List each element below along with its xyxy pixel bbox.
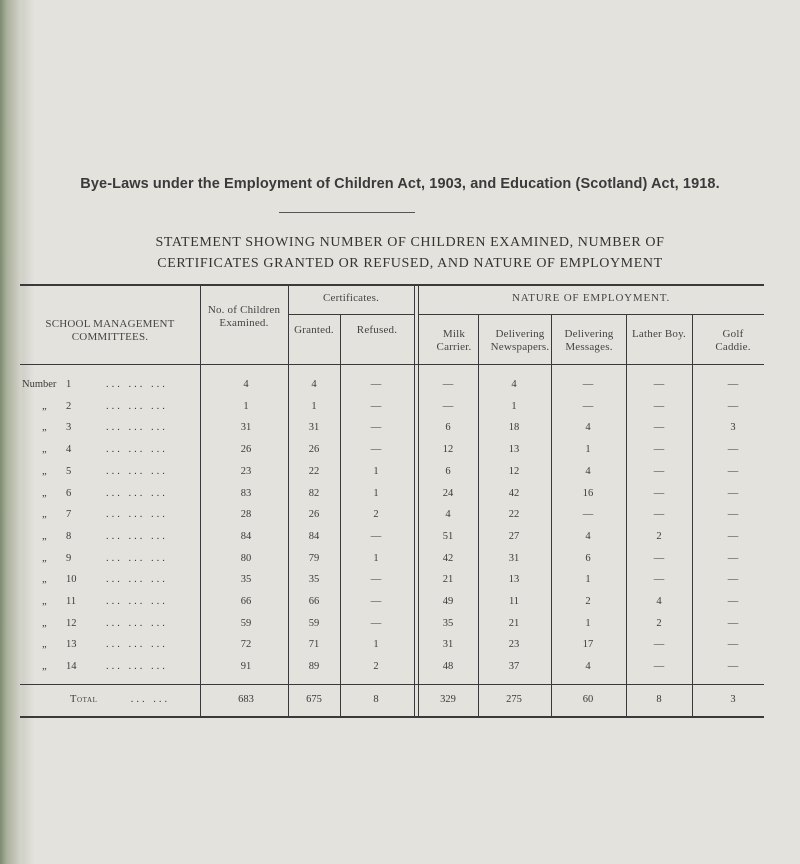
- cell-examined: 80: [240, 552, 252, 564]
- total-milk: 329: [440, 694, 456, 705]
- total-golf: 3: [730, 694, 736, 705]
- row-number: 7: [66, 509, 72, 521]
- cell-examined: 35: [240, 574, 252, 586]
- cell-granted: 59: [308, 617, 320, 629]
- employment-table: [20, 284, 764, 718]
- row-number: 4: [66, 444, 72, 456]
- row-dots: ... ... ...: [106, 639, 168, 651]
- cell-examined: 66: [240, 596, 252, 607]
- row-label: [20, 618, 168, 629]
- total-refused: 8: [373, 694, 379, 705]
- row-dots: ... ... ...: [106, 552, 168, 564]
- cell-milk: —: [442, 400, 454, 412]
- cell-milk: 35: [442, 617, 454, 629]
- header-milk-carrier: Milk Carrier.: [436, 328, 472, 353]
- cell-lather: 2: [656, 530, 662, 542]
- row-label: [20, 531, 168, 542]
- cell-examined: 83: [240, 487, 252, 499]
- row-prefix: „: [42, 465, 47, 477]
- row-label: [20, 509, 168, 520]
- row-number: 6: [66, 487, 72, 499]
- cell-refused: —: [370, 400, 382, 412]
- cell-granted: 79: [308, 552, 320, 564]
- row-prefix: „: [42, 487, 47, 499]
- cell-refused: —: [370, 530, 382, 542]
- cell-golf: —: [727, 574, 739, 586]
- cell-lather: —: [653, 574, 665, 586]
- page-edge-shadow: [0, 0, 22, 864]
- cell-lather: —: [653, 400, 665, 412]
- cell-examined: 23: [240, 465, 252, 477]
- cell-golf: —: [727, 617, 739, 629]
- row-number: 9: [66, 552, 72, 564]
- cell-granted: 22: [308, 465, 320, 477]
- header-delivering-newspapers: Delivering Newspapers.: [490, 328, 550, 353]
- cell-granted: 84: [308, 530, 320, 542]
- header-refused: Refused.: [356, 324, 398, 336]
- row-number: 3: [66, 422, 72, 434]
- cell-news: 12: [508, 465, 520, 477]
- cell-milk: 49: [442, 596, 454, 607]
- col-rule: [414, 284, 415, 718]
- row-number: 13: [66, 639, 77, 651]
- cell-news: 21: [508, 617, 520, 629]
- row-label: [20, 444, 168, 455]
- row-prefix: „: [42, 661, 47, 673]
- cell-refused: —: [370, 574, 382, 586]
- row-label: [20, 596, 168, 607]
- total-messages: 60: [582, 694, 594, 705]
- cell-milk: 31: [442, 639, 454, 651]
- cell-msg: 4: [585, 422, 591, 434]
- cell-lather: —: [653, 639, 665, 651]
- nature-rule: [418, 314, 764, 315]
- cell-golf: —: [727, 444, 739, 456]
- cell-examined: 72: [240, 639, 252, 651]
- cell-golf: —: [727, 552, 739, 564]
- cell-news: 13: [508, 444, 520, 456]
- cell-msg: 4: [585, 661, 591, 673]
- cell-milk: —: [442, 379, 454, 390]
- row-dots: ... ... ...: [106, 596, 168, 607]
- row-dots: ... ... ...: [106, 444, 168, 456]
- cell-msg: —: [582, 509, 594, 521]
- row-number: 14: [66, 661, 77, 673]
- cell-granted: 26: [308, 444, 320, 456]
- cell-lather: —: [653, 422, 665, 434]
- cell-lather: 4: [656, 596, 662, 607]
- cell-refused: —: [370, 379, 382, 390]
- row-dots: ... ... ...: [106, 422, 168, 434]
- cell-refused: 2: [373, 661, 379, 673]
- cell-news: 13: [508, 574, 520, 586]
- cell-lather: —: [653, 444, 665, 456]
- row-label: [20, 574, 168, 585]
- row-prefix: „: [42, 422, 47, 434]
- row-number: 10: [66, 574, 77, 586]
- cell-golf: —: [727, 661, 739, 673]
- row-prefix: „: [42, 639, 47, 651]
- header-certificates: Certificates.: [322, 292, 380, 304]
- row-dots: ... ... ...: [106, 661, 168, 673]
- row-dots: ... ... ...: [106, 509, 168, 521]
- cell-lather: —: [653, 379, 665, 390]
- cell-msg: —: [582, 379, 594, 390]
- cell-refused: —: [370, 596, 382, 607]
- row-prefix: „: [42, 617, 47, 629]
- cell-lather: —: [653, 509, 665, 521]
- col-rule: [418, 284, 419, 718]
- cell-golf: —: [727, 596, 739, 607]
- cell-milk: 51: [442, 530, 454, 542]
- table-top-rule: [20, 284, 764, 286]
- col-rule: [478, 314, 479, 718]
- cell-refused: —: [370, 422, 382, 434]
- cell-golf: —: [727, 400, 739, 412]
- act-title: Bye-Laws under the Employment of Children Act, 1903, and Education (Scotland) Act, 1918.: [80, 176, 720, 192]
- row-prefix: „: [42, 574, 47, 586]
- cell-milk: 6: [445, 422, 451, 434]
- cell-milk: 21: [442, 574, 454, 586]
- row-dots: ... ... ...: [106, 487, 168, 499]
- cell-msg: 2: [585, 596, 591, 607]
- cell-refused: —: [370, 444, 382, 456]
- row-label: [20, 661, 168, 672]
- certificates-rule: [288, 314, 414, 315]
- row-label: [20, 553, 168, 564]
- cell-granted: 71: [308, 639, 320, 651]
- header-nature-of-employment: NATURE OF EMPLOYMENT.: [511, 292, 671, 304]
- statement-line-1: STATEMENT SHOWING NUMBER OF CHILDREN EXAMINED, NUMBER OF: [155, 235, 665, 250]
- total-label-text: Total: [70, 694, 98, 705]
- row-label: [20, 379, 168, 390]
- row-prefix: „: [42, 530, 47, 542]
- cell-examined: 1: [243, 400, 249, 412]
- row-label: [20, 422, 168, 433]
- cell-granted: 35: [308, 574, 320, 586]
- row-prefix: „: [42, 596, 47, 607]
- cell-refused: 1: [373, 465, 379, 477]
- total-newspapers: 275: [506, 694, 522, 705]
- cell-refused: —: [370, 617, 382, 629]
- cell-examined: 26: [240, 444, 252, 456]
- cell-granted: 1: [311, 400, 317, 412]
- cell-news: 37: [508, 661, 520, 673]
- row-dots: ... ... ...: [106, 465, 168, 477]
- cell-milk: 24: [442, 487, 454, 499]
- title-divider: [279, 212, 415, 213]
- cell-msg: 4: [585, 465, 591, 477]
- cell-examined: 59: [240, 617, 252, 629]
- cell-news: 31: [508, 552, 520, 564]
- cell-golf: —: [727, 487, 739, 499]
- col-rule: [288, 284, 289, 718]
- cell-golf: —: [727, 379, 739, 390]
- row-number: 5: [66, 465, 72, 477]
- cell-news: 42: [508, 487, 520, 499]
- col-rule: [626, 314, 627, 718]
- cell-news: 4: [511, 379, 517, 390]
- row-number: 8: [66, 530, 72, 542]
- cell-news: 1: [511, 400, 517, 412]
- cell-granted: 66: [308, 596, 320, 607]
- total-examined: 683: [238, 694, 254, 705]
- header-bottom-rule: [20, 364, 764, 365]
- header-examined: No. of Children Examined.: [207, 304, 281, 329]
- cell-refused: 1: [373, 552, 379, 564]
- row-dots: ... ... ...: [106, 379, 168, 390]
- cell-msg: 4: [585, 530, 591, 542]
- cell-refused: 1: [373, 639, 379, 651]
- row-prefix: Number: [22, 379, 57, 390]
- cell-examined: 4: [243, 379, 249, 390]
- cell-lather: —: [653, 661, 665, 673]
- cell-news: 22: [508, 509, 520, 521]
- col-rule: [692, 314, 693, 718]
- statement-heading: [60, 232, 760, 274]
- cell-news: 18: [508, 422, 520, 434]
- statement-line-2: CERTIFICATES GRANTED OR REFUSED, AND NATURE OF EMPLOYMENT: [157, 256, 663, 271]
- row-label: [20, 639, 168, 650]
- total-label: [70, 694, 170, 705]
- row-dots: ... ... ...: [106, 400, 168, 412]
- cell-msg: 1: [585, 617, 591, 629]
- cell-granted: 82: [308, 487, 320, 499]
- cell-milk: 48: [442, 661, 454, 673]
- cell-news: 11: [508, 596, 520, 607]
- row-prefix: „: [42, 509, 47, 521]
- cell-granted: 31: [308, 422, 320, 434]
- cell-milk: 12: [442, 444, 454, 456]
- row-label: [20, 466, 168, 477]
- cell-refused: 1: [373, 487, 379, 499]
- cell-msg: 1: [585, 574, 591, 586]
- row-prefix: „: [42, 444, 47, 456]
- row-prefix: „: [42, 400, 47, 412]
- cell-golf: —: [727, 639, 739, 651]
- cell-milk: 4: [445, 509, 451, 521]
- total-top-rule: [20, 684, 764, 685]
- cell-news: 27: [508, 530, 520, 542]
- cell-golf: —: [727, 530, 739, 542]
- row-number: 11: [66, 596, 77, 607]
- col-rule: [551, 314, 552, 718]
- row-dots: ... ... ...: [106, 530, 168, 542]
- cell-examined: 31: [240, 422, 252, 434]
- row-dots: ... ... ...: [106, 617, 168, 629]
- cell-granted: 26: [308, 509, 320, 521]
- row-label: [20, 488, 168, 499]
- cell-lather: —: [653, 487, 665, 499]
- cell-msg: 6: [585, 552, 591, 564]
- cell-msg: 1: [585, 444, 591, 456]
- cell-lather: —: [653, 552, 665, 564]
- cell-examined: 28: [240, 509, 252, 521]
- cell-msg: 17: [582, 639, 594, 651]
- total-dots: ... ...: [130, 694, 171, 705]
- row-prefix: „: [42, 552, 47, 564]
- cell-golf: 3: [730, 422, 736, 434]
- cell-msg: 16: [582, 487, 594, 499]
- row-number: 12: [66, 617, 77, 629]
- total-granted: 675: [306, 694, 322, 705]
- table-bottom-rule: [20, 716, 764, 718]
- cell-lather: 2: [656, 617, 662, 629]
- total-lather: 8: [656, 694, 662, 705]
- header-lather-boy: Lather Boy.: [631, 328, 687, 340]
- cell-granted: 4: [311, 379, 317, 390]
- cell-milk: 6: [445, 465, 451, 477]
- col-rule: [200, 284, 201, 718]
- header-committees: SCHOOL MANAGEMENT COMMITTEES.: [45, 318, 175, 343]
- cell-msg: —: [582, 400, 594, 412]
- cell-news: 23: [508, 639, 520, 651]
- cell-examined: 91: [240, 661, 252, 673]
- header-golf-caddie: Golf Caddie.: [715, 328, 751, 353]
- row-number: 2: [66, 400, 72, 412]
- row-number: 1: [66, 379, 72, 390]
- cell-examined: 84: [240, 530, 252, 542]
- row-dots: ... ... ...: [106, 574, 168, 586]
- cell-golf: —: [727, 509, 739, 521]
- row-label: [20, 401, 168, 412]
- cell-milk: 42: [442, 552, 454, 564]
- cell-granted: 89: [308, 661, 320, 673]
- header-delivering-messages: Delivering Messages.: [564, 328, 614, 353]
- cell-refused: 2: [373, 509, 379, 521]
- cell-lather: —: [653, 465, 665, 477]
- cell-golf: —: [727, 465, 739, 477]
- header-granted: Granted.: [294, 324, 334, 336]
